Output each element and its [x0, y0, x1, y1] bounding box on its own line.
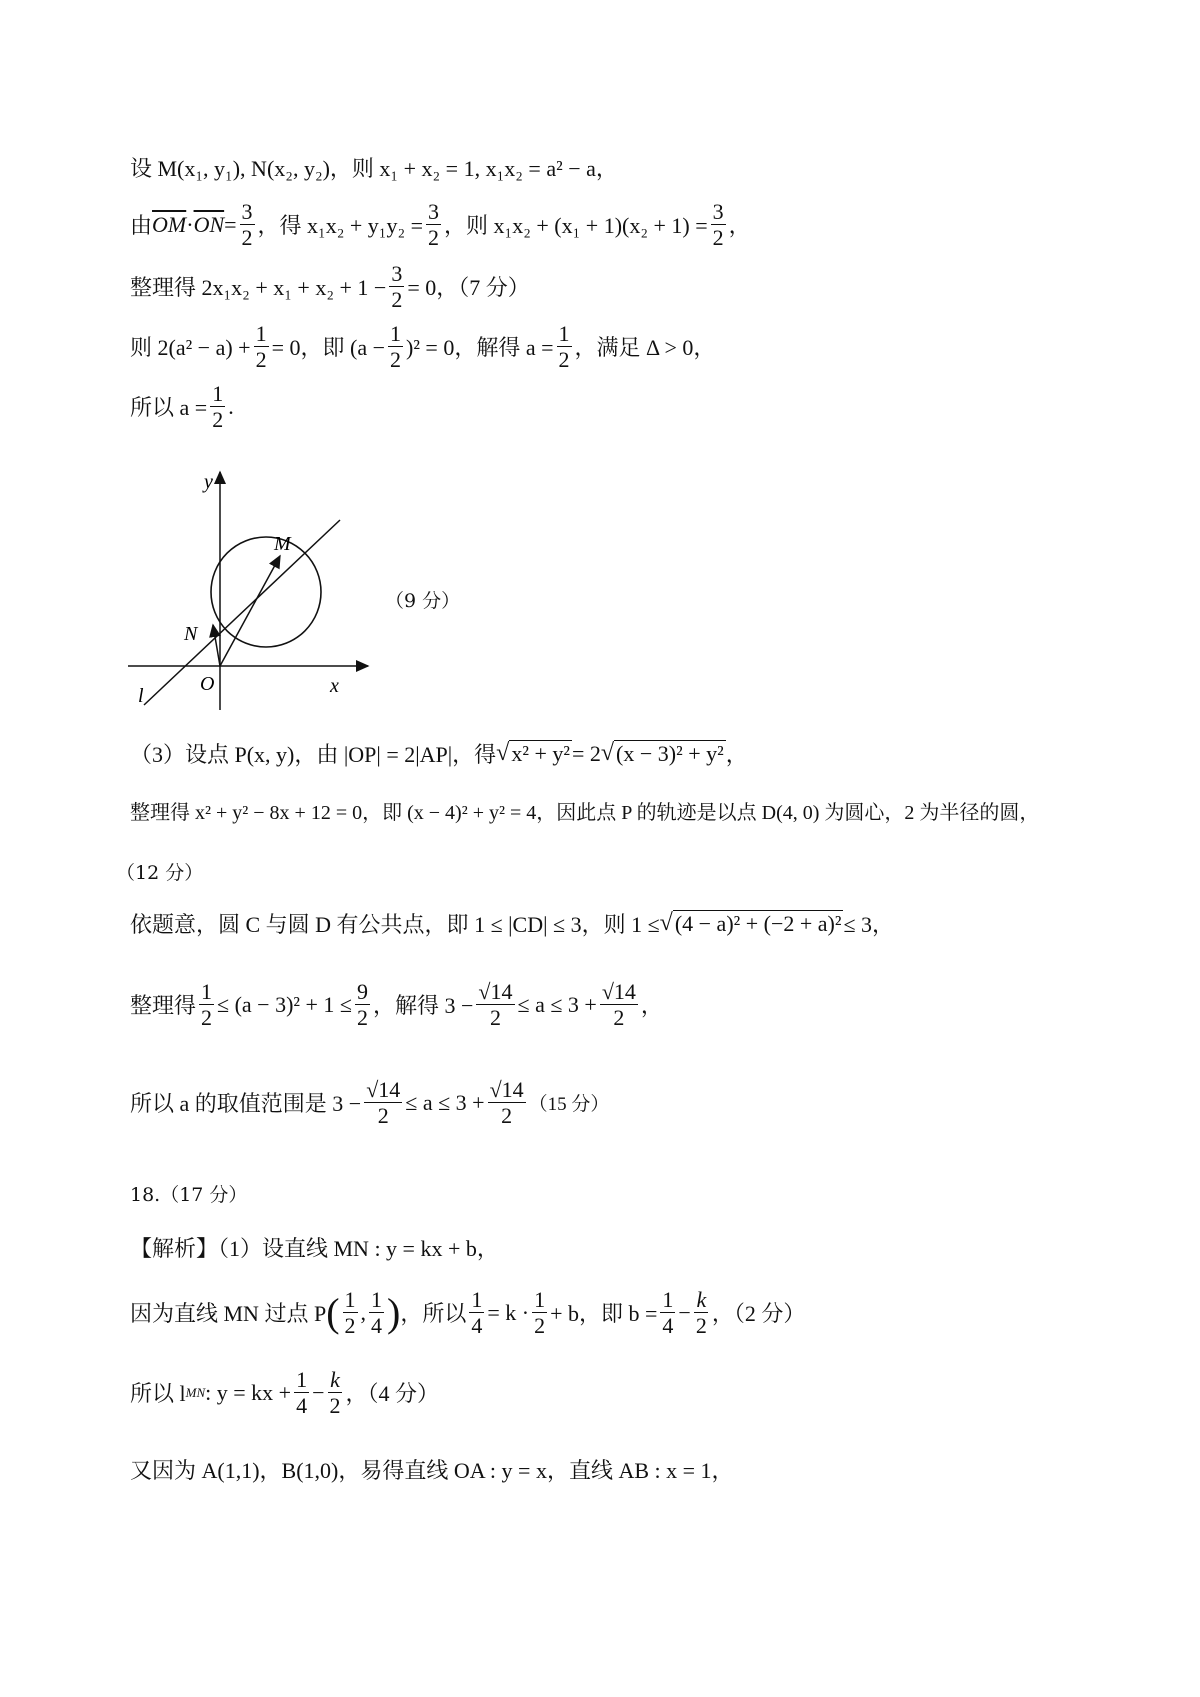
score-9 [385, 586, 460, 613]
text: ≤ a ≤ 3 + [517, 991, 597, 1017]
label-y: y [204, 471, 213, 493]
radical-sign: √ [600, 740, 615, 766]
text: 因为直线 MN 过点 P [130, 1301, 327, 1327]
line-inequality [130, 980, 663, 1029]
text: 又因为 A(1,1)，B(1,0)，易得直线 OA : y = x，直线 AB : x = 1， [130, 1458, 734, 1483]
fraction-sqrt14-2: $\frac{√14}{2}$ [478, 979, 513, 1031]
fraction-1-2: $\frac{1}{2}$ [344, 1287, 356, 1339]
subscript-mn: MN [185, 1384, 206, 1400]
label-x: x [330, 675, 339, 697]
fraction-1-2: $\frac{1}{2}$ [212, 381, 224, 433]
text: 设 M(x₁, y₁), N(x₂, y₂)，则 x₁ + x₂ = 1, x₁x₂ = a² − a， [130, 156, 618, 181]
fraction-1-2: $\frac{1}{2}$ [534, 1287, 546, 1339]
label-l: l [138, 685, 144, 707]
label-o: O [200, 673, 215, 695]
fraction-1-2: $\frac{1}{2}$ [255, 321, 267, 373]
text: ≤ (a − 3)² + 1 ≤ [217, 991, 352, 1017]
line-simplify [130, 262, 530, 311]
text: （9 分） [385, 590, 461, 612]
text: ，所以 [400, 1301, 467, 1327]
text: . [228, 393, 234, 419]
text: （15 分） [528, 1094, 610, 1116]
text: = 2 [571, 740, 601, 766]
geometry-diagram [128, 470, 388, 710]
label-n: N [184, 623, 198, 645]
text: − [678, 1299, 691, 1325]
radicand: x² + y² [511, 741, 570, 766]
fraction-sqrt14-2: $\frac{√14}{2}$ [366, 1077, 401, 1129]
fraction-3-2: $\frac{3}{2}$ [712, 199, 724, 251]
fraction-sqrt14-2: $\frac{√14}{2}$ [489, 1077, 524, 1129]
text: 由 [130, 213, 153, 239]
line-locus [130, 796, 1039, 825]
fraction-k-2: $\frac{k}{2}$ [329, 1367, 341, 1419]
text: ≤ a ≤ 3 + [405, 1089, 485, 1115]
fraction-1-4: $\frac{1}{4}$ [296, 1367, 308, 1419]
line-lmn [130, 1368, 439, 1417]
line-l [144, 520, 340, 705]
line-through-p: 因为直线 MN 过点 P ( $\frac{1}{2}$ , $\frac{1}{4}$ ) ，所以 $\frac{1}{4}$ = k · $\frac{1}{2}$ + b，即 b = $\frac{1}{4}$ − $\frac{k}{2}$ ，（2 分） [130, 1287, 806, 1339]
text: + b，即 b = [550, 1301, 658, 1327]
text: ，解得 3 − [373, 993, 474, 1019]
line-set-points [130, 152, 618, 183]
fraction-1-2: $\frac{1}{2}$ [201, 979, 213, 1031]
fraction-1-2: $\frac{1}{2}$ [558, 321, 570, 373]
label-m: M [274, 533, 291, 555]
vector-on: $\overline{ON}$ [193, 211, 225, 237]
text: = k · [487, 1299, 530, 1325]
radical-sign: √ [496, 740, 510, 766]
text: − [312, 1379, 325, 1405]
text: 整理得 [130, 993, 197, 1019]
vector-om: $\overline{OM}$ [152, 211, 187, 237]
vector-on-arrow [213, 625, 220, 666]
radicand: (4 − a)² + (−2 + a)² [674, 911, 842, 936]
text: （12 分） [116, 862, 204, 884]
text: )² = 0，解得 a = [406, 335, 554, 361]
fraction-1-4: $\frac{1}{4}$ [371, 1287, 383, 1339]
text: ，满足 Δ > 0， [574, 335, 716, 361]
fraction-3-2: $\frac{3}{2}$ [241, 199, 253, 251]
line-range [130, 1078, 609, 1127]
text: · [186, 211, 194, 237]
text: ，得 x₁x₂ + y₁y₂ = [257, 213, 424, 239]
line-solve-a [130, 322, 715, 371]
text: 依题意，圆 C 与圆 D 有公共点，即 1 ≤ |CD| ≤ 3，则 1 ≤ [130, 912, 660, 937]
fraction-sqrt14-2: $\frac{√14}{2}$ [601, 979, 636, 1031]
fraction-3-2: $\frac{3}{2}$ [391, 261, 403, 313]
text: ， [640, 993, 663, 1019]
text: （3）设点 P(x, y)，由 |OP| = 2|AP|，得 [130, 742, 497, 767]
fraction-9-2: $\frac{9}{2}$ [357, 979, 368, 1031]
fraction-1-4: $\frac{1}{4}$ [471, 1287, 483, 1339]
text: = 0，（7 分） [407, 275, 530, 301]
radical-sign: √ [659, 910, 673, 936]
line-part3-setup [130, 738, 748, 769]
text: : y = kx + [205, 1379, 292, 1405]
text: 所以 a = [130, 395, 208, 421]
score-12 [116, 858, 203, 885]
text: = 0，即 (a − [271, 335, 385, 361]
text: 整理得 x² + y² − 8x + 12 = 0，即 (x − 4)² + y² = 4，因此点 P 的轨迹是以点 D(4, 0) 为圆心，2 为半径的圆， [130, 802, 1040, 824]
text: ，（4 分） [345, 1381, 439, 1407]
line-dot-product: 由 $\overline{OM}$ · $\overline{ON}$ = $\frac{3}{2}$ ，得 x₁x₂ + y₁y₂ = $\frac{3}{2}$ ，则 x₁x₂ + (x₁ + 1)(x₂ + 1) = $\frac{3}{2}$ ， [130, 199, 751, 251]
text: ，则 x₁x₂ + (x₁ + 1)(x₂ + 1) = [444, 213, 708, 239]
vector-om-arrow [220, 556, 280, 666]
text: 则 2(a² − a) + [130, 335, 251, 361]
text: ，（2 分） [711, 1301, 806, 1327]
line-oa-ab [130, 1454, 734, 1485]
text: 整理得 2x₁x₂ + x₁ + x₂ + 1 − [130, 275, 387, 301]
text: 所以 a 的取值范围是 3 − [130, 1091, 362, 1117]
fraction-k-2: $\frac{k}{2}$ [695, 1287, 707, 1339]
line-analysis-1 [130, 1232, 499, 1263]
text: 所以 l [130, 1381, 186, 1407]
text: ， [725, 742, 748, 767]
text: 18.（17 分） [130, 1184, 248, 1206]
radicand: (x − 3)² + y² [616, 741, 724, 766]
question-18-heading [130, 1180, 247, 1207]
fraction-1-2: $\frac{1}{2}$ [390, 321, 401, 373]
line-common-point [130, 908, 894, 939]
line-conclusion-a [130, 382, 234, 431]
text: ≤ 3， [843, 912, 895, 937]
fraction-1-4: $\frac{1}{4}$ [662, 1287, 674, 1339]
fraction-3-2: $\frac{3}{2}$ [428, 199, 440, 251]
text: 【解析】（1）设直线 MN : y = kx + b， [130, 1236, 499, 1261]
